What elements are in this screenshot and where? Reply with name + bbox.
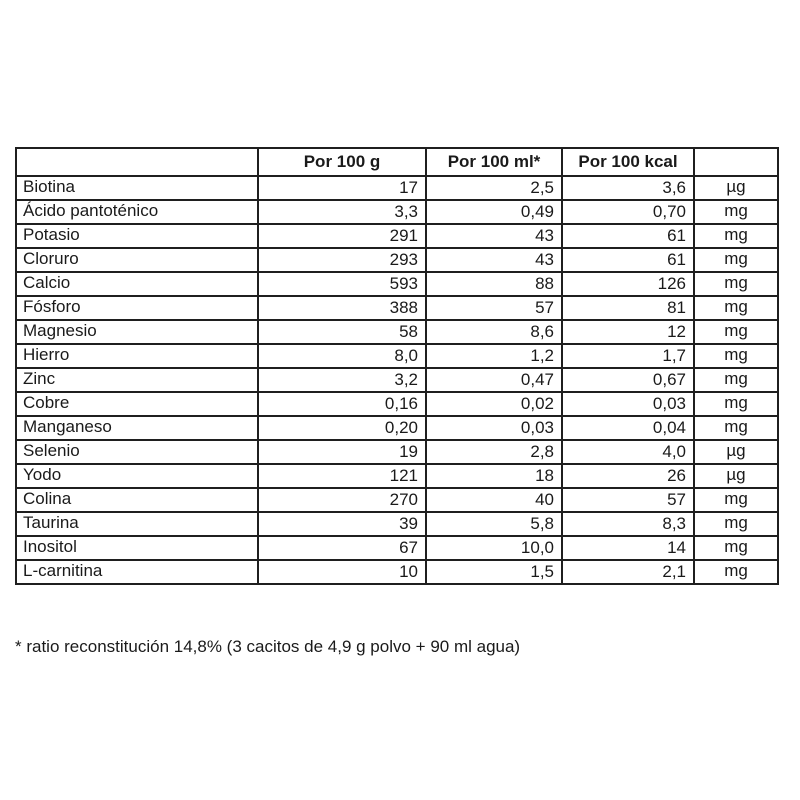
value-per-100kcal: 81 <box>562 296 694 320</box>
value-per-100kcal: 8,3 <box>562 512 694 536</box>
value-per-100ml: 40 <box>426 488 562 512</box>
value-per-100g: 0,20 <box>258 416 426 440</box>
value-per-100kcal: 2,1 <box>562 560 694 584</box>
nutrient-name: Selenio <box>16 440 258 464</box>
nutrient-name: Potasio <box>16 224 258 248</box>
value-per-100g: 17 <box>258 176 426 200</box>
header-row <box>16 148 778 176</box>
value-per-100ml: 18 <box>426 464 562 488</box>
table-row <box>16 296 778 320</box>
nutrient-name: Inositol <box>16 536 258 560</box>
col-header-per-100g: Por 100 g <box>258 148 426 176</box>
value-per-100kcal: 12 <box>562 320 694 344</box>
value-per-100kcal: 4,0 <box>562 440 694 464</box>
table-row <box>16 560 778 584</box>
unit-label: mg <box>694 560 778 584</box>
value-per-100kcal: 126 <box>562 272 694 296</box>
value-per-100kcal: 14 <box>562 536 694 560</box>
value-per-100ml: 0,49 <box>426 200 562 224</box>
unit-label: µg <box>694 464 778 488</box>
value-per-100ml: 2,8 <box>426 440 562 464</box>
table-row <box>16 488 778 512</box>
nutrient-name: Zinc <box>16 368 258 392</box>
nutrient-name: Magnesio <box>16 320 258 344</box>
unit-label: mg <box>694 512 778 536</box>
table-row <box>16 176 778 200</box>
table-row <box>16 392 778 416</box>
nutrient-name: Manganeso <box>16 416 258 440</box>
value-per-100ml: 5,8 <box>426 512 562 536</box>
nutrient-name: Yodo <box>16 464 258 488</box>
reconstitution-footnote: * ratio reconstitución 14,8% (3 cacitos de 4,9 g polvo + 90 ml agua) <box>15 637 521 656</box>
value-per-100kcal: 1,7 <box>562 344 694 368</box>
table-row <box>16 224 778 248</box>
table-row <box>16 368 778 392</box>
nutrient-name: L-carnitina <box>16 560 258 584</box>
nutrient-name: Fósforo <box>16 296 258 320</box>
value-per-100kcal: 0,04 <box>562 416 694 440</box>
unit-label: mg <box>694 416 778 440</box>
unit-label: mg <box>694 536 778 560</box>
value-per-100kcal: 61 <box>562 224 694 248</box>
table-row <box>16 320 778 344</box>
value-per-100ml: 43 <box>426 248 562 272</box>
value-per-100kcal: 26 <box>562 464 694 488</box>
value-per-100g: 10 <box>258 560 426 584</box>
table-row <box>16 200 778 224</box>
value-per-100ml: 2,5 <box>426 176 562 200</box>
unit-label: mg <box>694 392 778 416</box>
value-per-100ml: 0,02 <box>426 392 562 416</box>
nutrition-table-body <box>16 176 778 584</box>
value-per-100ml: 88 <box>426 272 562 296</box>
col-header-nutrient <box>16 148 258 176</box>
value-per-100g: 3,3 <box>258 200 426 224</box>
table-row <box>16 536 778 560</box>
value-per-100g: 58 <box>258 320 426 344</box>
value-per-100g: 121 <box>258 464 426 488</box>
value-per-100kcal: 3,6 <box>562 176 694 200</box>
value-per-100ml: 10,0 <box>426 536 562 560</box>
value-per-100g: 593 <box>258 272 426 296</box>
value-per-100g: 0,16 <box>258 392 426 416</box>
nutrition-table <box>15 147 779 585</box>
value-per-100kcal: 61 <box>562 248 694 272</box>
value-per-100ml: 43 <box>426 224 562 248</box>
nutrient-name: Calcio <box>16 272 258 296</box>
unit-label: µg <box>694 176 778 200</box>
value-per-100ml: 1,2 <box>426 344 562 368</box>
table-row <box>16 344 778 368</box>
value-per-100g: 8,0 <box>258 344 426 368</box>
table-row <box>16 440 778 464</box>
unit-label: mg <box>694 272 778 296</box>
table-row <box>16 464 778 488</box>
value-per-100g: 293 <box>258 248 426 272</box>
value-per-100kcal: 0,67 <box>562 368 694 392</box>
table-row <box>16 272 778 296</box>
value-per-100ml: 1,5 <box>426 560 562 584</box>
nutrition-table-header <box>16 148 778 176</box>
value-per-100g: 3,2 <box>258 368 426 392</box>
col-header-per-100ml: Por 100 ml* <box>426 148 562 176</box>
value-per-100g: 388 <box>258 296 426 320</box>
table-row <box>16 416 778 440</box>
unit-label: mg <box>694 344 778 368</box>
unit-label: mg <box>694 368 778 392</box>
unit-label: mg <box>694 224 778 248</box>
unit-label: mg <box>694 488 778 512</box>
nutrient-name: Cloruro <box>16 248 258 272</box>
value-per-100g: 291 <box>258 224 426 248</box>
nutrient-name: Colina <box>16 488 258 512</box>
value-per-100kcal: 57 <box>562 488 694 512</box>
unit-label: µg <box>694 440 778 464</box>
table-row <box>16 248 778 272</box>
value-per-100ml: 0,03 <box>426 416 562 440</box>
value-per-100g: 67 <box>258 536 426 560</box>
nutrient-name: Taurina <box>16 512 258 536</box>
unit-label: mg <box>694 296 778 320</box>
value-per-100kcal: 0,70 <box>562 200 694 224</box>
col-header-per-100kcal: Por 100 kcal <box>562 148 694 176</box>
value-per-100g: 39 <box>258 512 426 536</box>
value-per-100g: 270 <box>258 488 426 512</box>
value-per-100ml: 57 <box>426 296 562 320</box>
nutrient-name: Ácido pantoténico <box>16 200 258 224</box>
unit-label: mg <box>694 320 778 344</box>
unit-label: mg <box>694 200 778 224</box>
unit-label: mg <box>694 248 778 272</box>
value-per-100g: 19 <box>258 440 426 464</box>
value-per-100ml: 0,47 <box>426 368 562 392</box>
table-row <box>16 512 778 536</box>
value-per-100kcal: 0,03 <box>562 392 694 416</box>
col-header-unit <box>694 148 778 176</box>
nutrient-name: Cobre <box>16 392 258 416</box>
value-per-100ml: 8,6 <box>426 320 562 344</box>
nutrient-name: Hierro <box>16 344 258 368</box>
nutrient-name: Biotina <box>16 176 258 200</box>
